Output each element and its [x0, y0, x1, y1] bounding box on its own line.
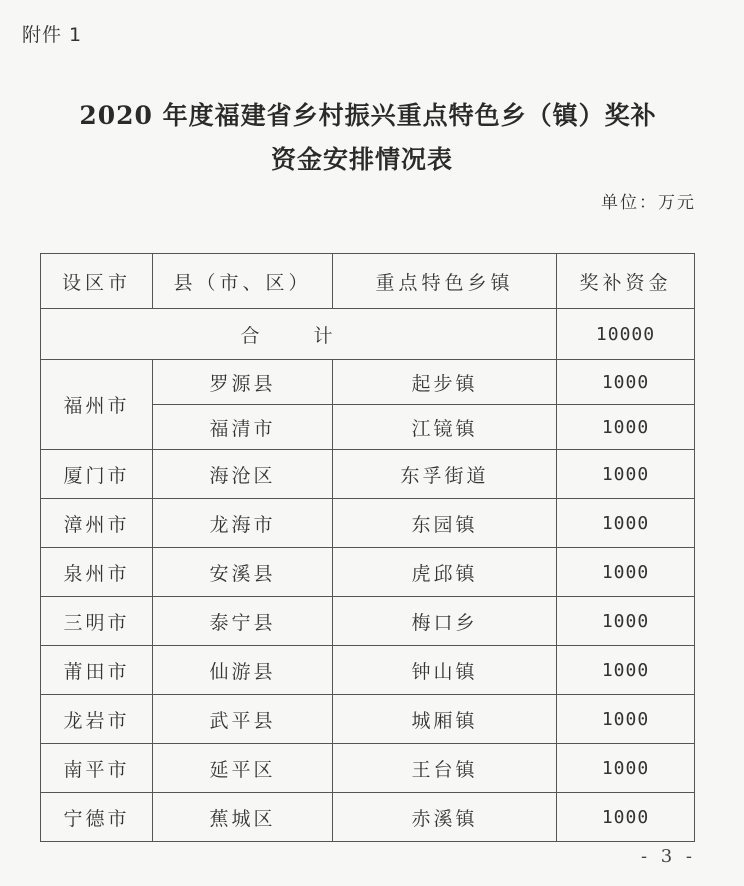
- table-row: [41, 793, 695, 842]
- document-title-line1: 2020 年度福建省乡村振兴重点特色乡（镇）奖补: [79, 101, 657, 130]
- town-cell: 王台镇: [333, 744, 557, 793]
- document-title-line2: 资金安排情况表: [270, 145, 453, 174]
- unit-label: 单位：万元: [601, 193, 696, 213]
- fund-cell: 1000: [557, 499, 695, 548]
- town-cell: 东园镇: [333, 499, 557, 548]
- county-cell: 泰宁县: [153, 597, 333, 646]
- county-cell: 武平县: [153, 695, 333, 744]
- funding-table: [40, 253, 695, 842]
- town-cell: 城厢镇: [333, 695, 557, 744]
- town-cell: 江镜镇: [333, 405, 557, 450]
- town-cell: 赤溪镇: [333, 793, 557, 842]
- table-row: [41, 548, 695, 597]
- city-cell: 南平市: [41, 744, 153, 793]
- total-label: 合 计: [41, 309, 557, 360]
- table-row: [41, 450, 695, 499]
- city-cell: 厦门市: [41, 450, 153, 499]
- header-city: 设区市: [41, 254, 153, 309]
- county-cell: 仙游县: [153, 646, 333, 695]
- county-cell: 福清市: [153, 405, 333, 450]
- town-cell: 虎邱镇: [333, 548, 557, 597]
- fund-cell: 1000: [557, 793, 695, 842]
- header-town: 重点特色乡镇: [333, 254, 557, 309]
- town-cell: 钟山镇: [333, 646, 557, 695]
- fund-cell: 1000: [557, 597, 695, 646]
- city-cell: 漳州市: [41, 499, 153, 548]
- table-row: [41, 695, 695, 744]
- fund-cell: 1000: [557, 450, 695, 499]
- county-cell: 龙海市: [153, 499, 333, 548]
- county-cell: 蕉城区: [153, 793, 333, 842]
- table-row: [41, 360, 695, 405]
- town-cell: 梅口乡: [333, 597, 557, 646]
- table-row: [41, 646, 695, 695]
- city-cell: 莆田市: [41, 646, 153, 695]
- city-cell: 三明市: [41, 597, 153, 646]
- total-value: 10000: [557, 309, 695, 360]
- town-cell: 起步镇: [333, 360, 557, 405]
- table-row: [41, 499, 695, 548]
- town-cell: 东孚街道: [333, 450, 557, 499]
- city-cell: 宁德市: [41, 793, 153, 842]
- table-header-row: [41, 254, 695, 309]
- county-cell: 安溪县: [153, 548, 333, 597]
- fund-cell: 1000: [557, 360, 695, 405]
- total-row: [41, 309, 695, 360]
- fund-cell: 1000: [557, 405, 695, 450]
- fund-cell: 1000: [557, 646, 695, 695]
- fund-cell: 1000: [557, 548, 695, 597]
- city-cell: 福州市: [41, 360, 153, 450]
- fund-cell: 1000: [557, 695, 695, 744]
- city-cell: 泉州市: [41, 548, 153, 597]
- city-cell: 龙岩市: [41, 695, 153, 744]
- page-number: - 3 -: [640, 846, 696, 867]
- header-county: 县（市、区）: [153, 254, 333, 309]
- county-cell: 延平区: [153, 744, 333, 793]
- table-row: [41, 744, 695, 793]
- header-fund: 奖补资金: [557, 254, 695, 309]
- table-row: [41, 597, 695, 646]
- county-cell: 海沧区: [153, 450, 333, 499]
- county-cell: 罗源县: [153, 360, 333, 405]
- fund-cell: 1000: [557, 744, 695, 793]
- attachment-label: 附件 1: [22, 24, 83, 46]
